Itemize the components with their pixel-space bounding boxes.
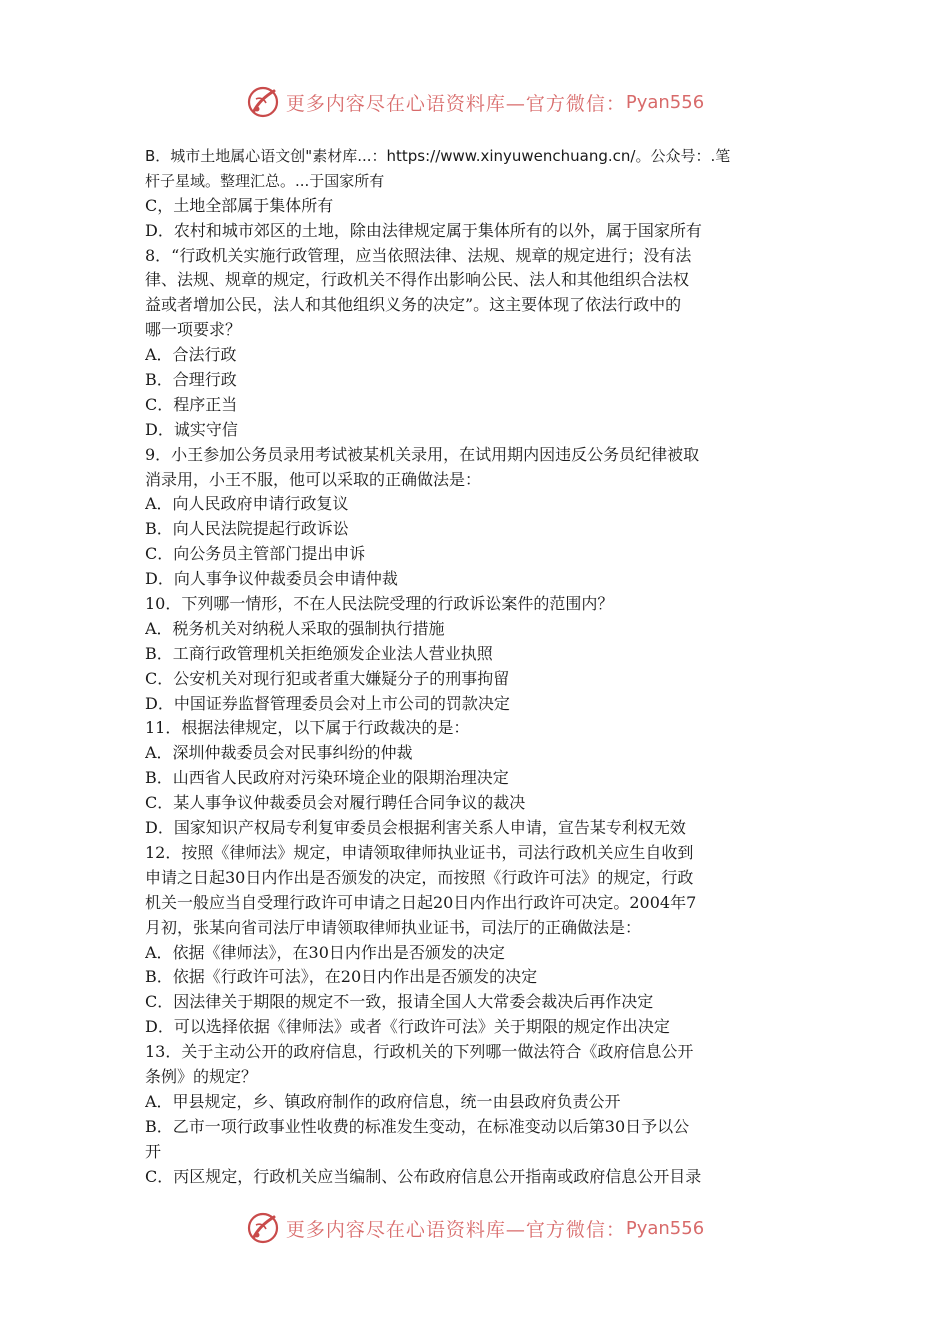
text-line: B．乙市一项行政事业性收费的标准发生变动，在标准变动以后第30日予以公 [145, 1116, 690, 1136]
text-line: C．因法律关于期限的规定不一致，报请全国人大常委会裁决后再作决定 [145, 992, 654, 1012]
text-line: 13．关于主动公开的政府信息，行政机关的下列哪一做法符合《政府信息公开 [145, 1042, 694, 1062]
text-line: C，土地全部属于集体所有 [145, 195, 334, 215]
text-line: 律、法规、规章的规定，行政机关不得作出影响公民、法人和其他组织合法权 [145, 270, 690, 290]
text-line: B．工商行政管理机关拒绝颁发企业法人营业执照 [145, 643, 493, 663]
text-line: A．深圳仲裁委员会对民事纠纷的仲裁 [145, 743, 413, 763]
text-line: A．依据《律师法》，在30日内作出是否颁发的决定 [145, 942, 505, 962]
text-line: A．甲县规定，乡、镇政府制作的政府信息，统一由县政府负责公开 [145, 1091, 621, 1111]
text-line: 8．“行政机关实施行政管理，应当依照法律、法规、规章的规定进行；没有法 [145, 245, 692, 265]
text-line: D．可以选择依据《律师法》或者《行政许可法》关于期限的规定作出决定 [145, 1017, 670, 1037]
text-line: 哪一项要求？ [145, 320, 242, 340]
text-line: 杆子星域。整理汇总。...于国家所有 [145, 171, 385, 190]
banner-wechat: Pyan556 [625, 1217, 705, 1239]
text-line: C．向公务员主管部门提出申诉 [145, 544, 366, 564]
text-line: 消录用，小王不服，他可以采取的正确做法是： [145, 469, 482, 489]
text-line: D．向人事争议仲裁委员会申请仲裁 [145, 569, 398, 589]
text-line: C．程序正当 [145, 394, 238, 414]
text-line: 月初，张某向省司法厅申请领取律师执业证书，司法厅的正确做法是： [145, 917, 642, 937]
text-line: B．合理行政 [145, 370, 237, 390]
text-line: A．税务机关对纳税人采取的强制执行措施 [145, 618, 445, 638]
banner-wechat: Pyan556 [625, 91, 705, 113]
text-line: B．山西省人民政府对污染环境企业的限期治理决定 [145, 768, 509, 788]
text-line: D．国家知识产权局专利复审委员会根据利害关系人申请，宣告某专利权无效 [145, 818, 686, 838]
text-line: B．城市土地属心语文创"素材库...：https://www.xinyuwenchuang.cn/。公众号：.笔 [145, 147, 731, 165]
text-line: 10．下列哪一情形，不在人民法院受理的行政诉讼案件的范围内？ [145, 594, 614, 614]
document-body [145, 144, 810, 1189]
text-line: C．丙区规定，行政机关应当编制、公布政府信息公开指南或政府信息公开目录 [145, 1166, 702, 1186]
text-line: B．依据《行政许可法》，在20日内作出是否颁发的决定 [145, 967, 538, 987]
text-line: D．诚实守信 [145, 419, 238, 439]
footer-banner [0, 1208, 950, 1248]
header-banner [0, 82, 950, 122]
text-line: 开 [145, 1141, 162, 1161]
banner-text: 更多内容尽在心语资料库—官方微信： [285, 1218, 626, 1241]
banner-text: 更多内容尽在心语资料库—官方微信： [285, 92, 626, 115]
text-line: A．合法行政 [145, 345, 237, 365]
text-line: 11．根据法律规定，以下属于行政裁决的是： [145, 718, 470, 738]
brush-logo-icon [246, 85, 280, 119]
text-line: B．向人民法院提起行政诉讼 [145, 519, 349, 539]
text-line: 益或者增加公民，法人和其他组织义务的决定”。这主要体现了依法行政中的 [145, 295, 682, 315]
text-line: 9．小王参加公务员录用考试被某机关录用，在试用期内因违反公务员纪律被取 [145, 444, 700, 464]
text-line: 条例》的规定？ [145, 1066, 258, 1086]
text-line: A．向人民政府申请行政复议 [145, 494, 349, 514]
brush-logo-icon [246, 1211, 280, 1245]
text-line: C．公安机关对现行犯或者重大嫌疑分子的刑事拘留 [145, 668, 510, 688]
text-line: 申请之日起30日内作出是否颁发的决定，而按照《行政许可法》的规定，行政 [145, 867, 694, 887]
text-line: D．农村和城市郊区的土地，除由法律规定属于集体所有的以外，属于国家所有 [145, 220, 702, 240]
text-line: 12．按照《律师法》规定，申请领取律师执业证书，司法行政机关应生自收到 [145, 842, 694, 862]
text-line: D．中国证券监督管理委员会对上市公司的罚款决定 [145, 693, 510, 713]
text-line: C．某人事争议仲裁委员会对履行聘任合同争议的裁决 [145, 793, 526, 813]
text-line: 机关一般应当自受理行政许可申请之日起20日内作出行政许可决定。2004年7 [145, 892, 697, 912]
